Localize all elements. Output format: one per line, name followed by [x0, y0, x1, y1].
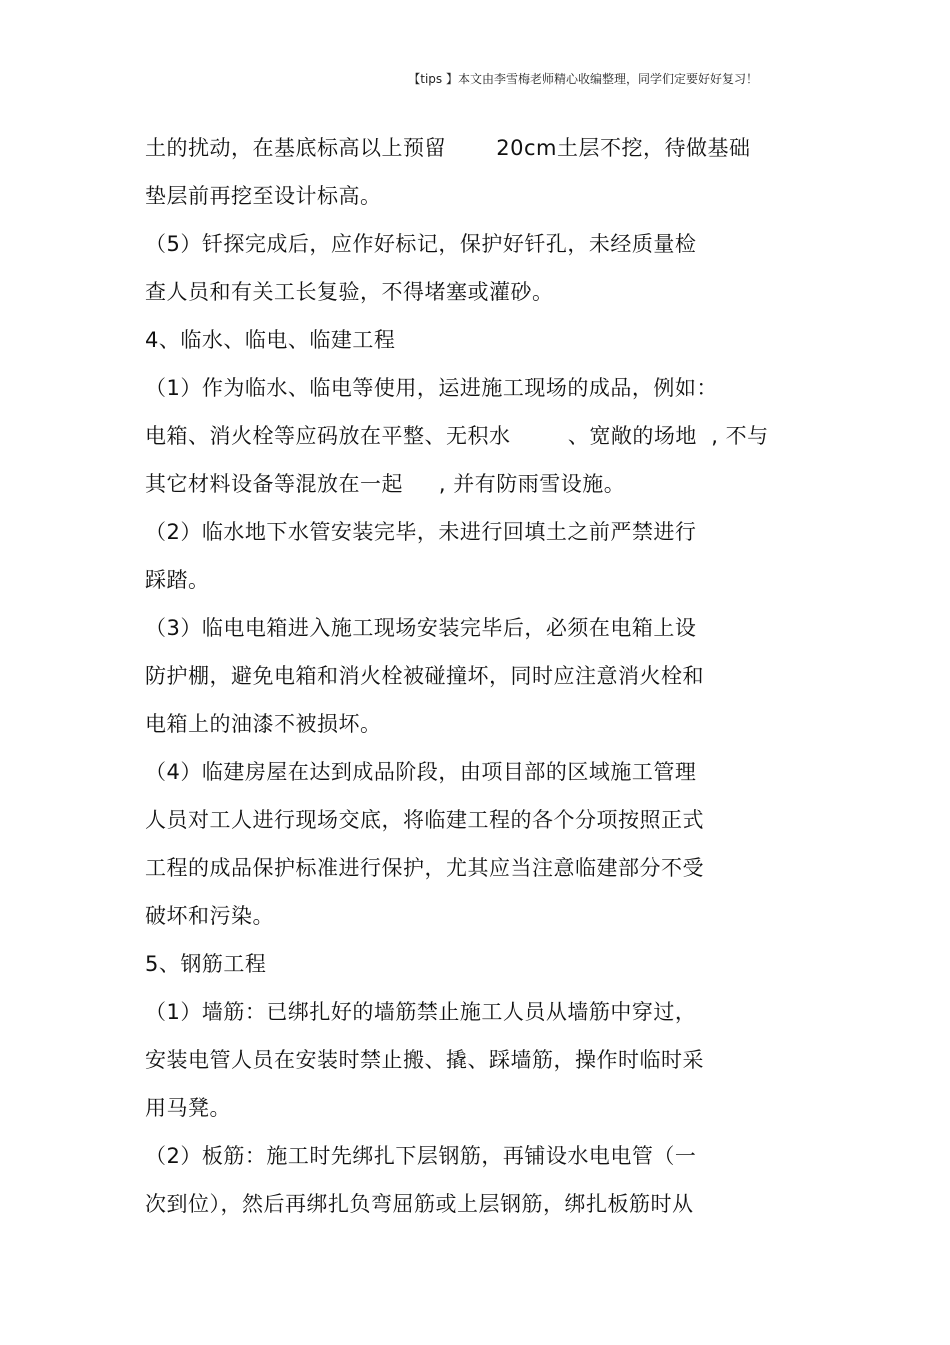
text-line: 安装电管人员在安装时禁止搬、撬、踩墙筋，操作时临时采 — [145, 1048, 704, 1072]
text-line: （5）钎探完成后，应作好标记，保护好钎孔，未经质量检 — [145, 232, 697, 256]
text-line: 垫层前再挖至设计标高。 — [145, 184, 382, 208]
text-line: （2）板筋：施工时先绑扎下层钢筋，再铺设水电电管（一 — [145, 1144, 697, 1168]
text-line: （3）临电电箱进入施工现场安装完毕后，必须在电箱上设 — [145, 616, 697, 640]
text-line: 次到位），然后再绑扎负弯屈筋或上层钢筋，绑扎板筋时从 — [145, 1192, 694, 1216]
text-line: 工程的成品保护标准进行保护，尤其应当注意临建部分不受 — [145, 856, 704, 880]
text-line: 其它材料设备等混放在一起 , 并有防雨雪设施。 — [145, 472, 626, 496]
text-line: 电箱、消火栓等应码放在平整、无积水 、宽敞的场地 , 不与 — [145, 424, 769, 448]
text-line: 破坏和污染。 — [145, 904, 274, 928]
section-heading: 4、临水、临电、临建工程 — [145, 328, 396, 352]
text-line: 人员对工人进行现场交底，将临建工程的各个分项按照正式 — [145, 808, 704, 832]
section-heading: 5、钢筋工程 — [145, 952, 267, 976]
text-line: （2）临水地下水管安装完毕，未进行回填土之前严禁进行 — [145, 520, 697, 544]
text-line: 用马凳。 — [145, 1096, 231, 1120]
text-line: 电箱上的油漆不被损坏。 — [145, 712, 382, 736]
text-line: （4）临建房屋在达到成品阶段，由项目部的区域施工管理 — [145, 760, 697, 784]
document-body — [145, 124, 815, 1228]
text-line: 防护棚，避免电箱和消火栓被碰撞坏，同时应注意消火栓和 — [145, 664, 704, 688]
text-line: 土的扰动，在基底标高以上预留 20cm土层不挖，待做基础 — [145, 136, 751, 160]
text-line: （1）墙筋：已绑扎好的墙筋禁止施工人员从墙筋中穿过， — [145, 1000, 697, 1024]
text-line: 查人员和有关工长复验，不得堵塞或灌砂。 — [145, 280, 554, 304]
text-line: 踩踏。 — [145, 568, 210, 592]
text-line: （1）作为临水、临电等使用，运进施工现场的成品，例如： — [145, 376, 718, 400]
page-header-tips: 【tips 】本文由李雪梅老师精心收编整理，同学们定要好好复习！ — [408, 72, 758, 86]
